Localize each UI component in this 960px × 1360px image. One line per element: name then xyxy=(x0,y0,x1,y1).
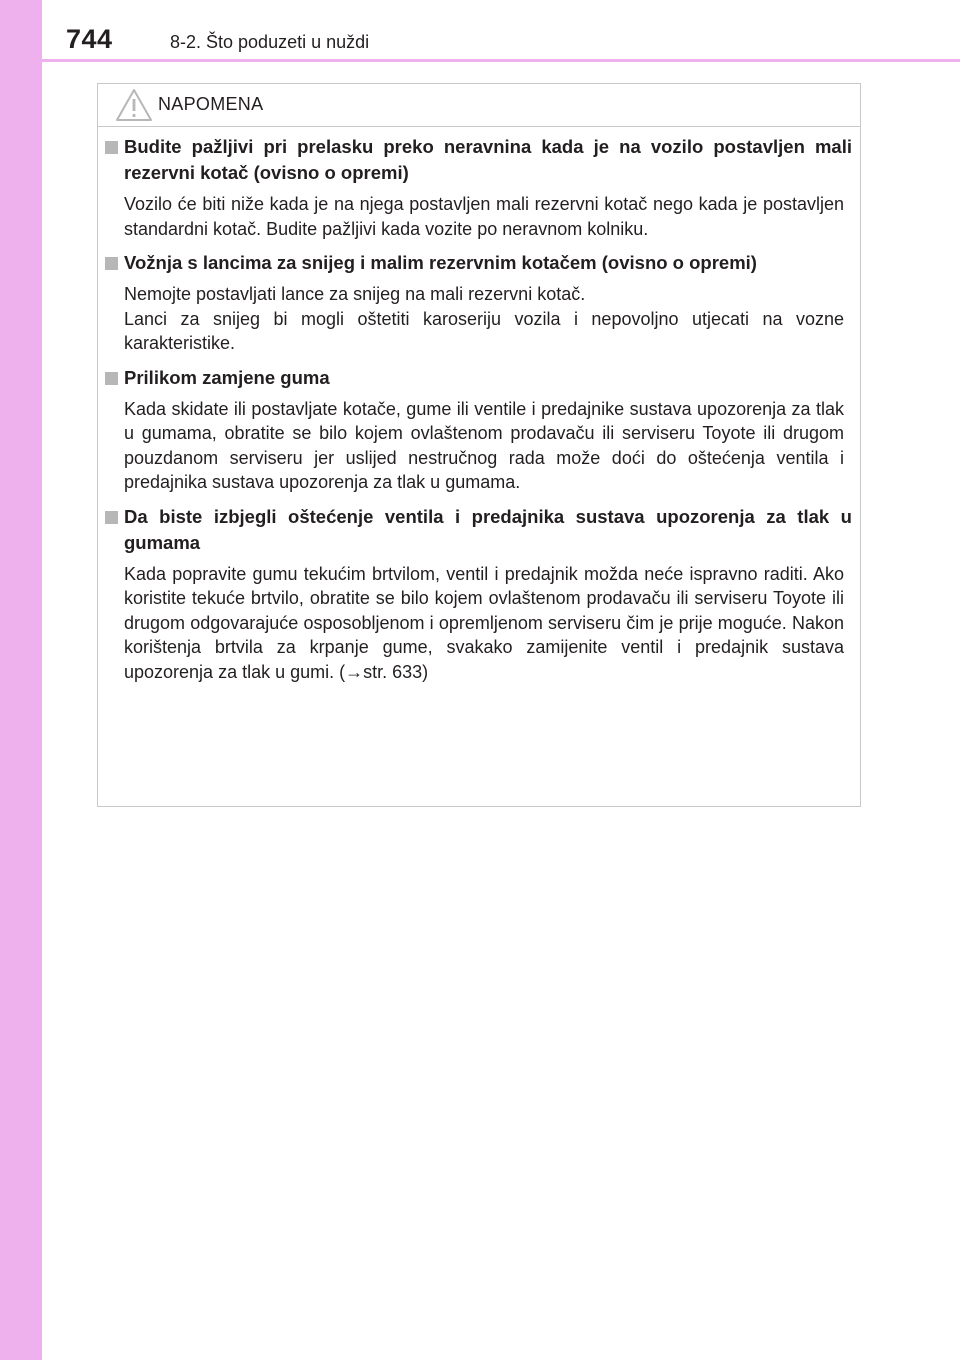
square-bullet-icon xyxy=(105,257,118,270)
item-title-row xyxy=(98,504,860,556)
notice-box xyxy=(97,83,861,807)
item-text xyxy=(98,192,860,241)
item-title-row xyxy=(98,250,860,276)
item-text xyxy=(98,562,860,685)
item-title: Budite pažljivi pri prelasku preko neravnina kada je na vozilo postavljen mali rezervni kotač (ovisno o opremi) xyxy=(124,136,852,183)
page-number: 744 xyxy=(66,24,113,54)
notice-body xyxy=(98,134,860,693)
square-bullet-icon xyxy=(105,372,118,385)
square-bullet-icon xyxy=(105,141,118,154)
notice-header xyxy=(98,84,860,127)
item-paragraph: Kada skidate ili postavljate kotače, gume ili ventile i predajnike sustava upozorenja za tlak u gumama, obratite se bilo kojem ovlaštenom prodavaču ili serviseru Toyote ili drugom pouzdanom serviseru jer uslijed nestručnog rada može doći do oštećenja ventila i predajnika sustava upozorenja za tlak u gumama. xyxy=(124,398,844,492)
item-title-row xyxy=(98,365,860,391)
section-title: 8-2. Što poduzeti u nuždi xyxy=(170,32,370,52)
item-title: Prilikom zamjene guma xyxy=(124,366,330,388)
notice-item xyxy=(98,365,860,495)
item-text xyxy=(98,397,860,495)
item-title: Da biste izbjegli oštećenje ventila i predajnika sustava upozorenja za tlak u gumama xyxy=(124,505,852,553)
item-paragraph: Nemojte postavljati lance za snijeg na mali rezervni kotač. xyxy=(124,284,586,304)
warning-triangle-icon xyxy=(115,88,153,122)
square-bullet-icon xyxy=(105,511,118,524)
item-text xyxy=(98,282,860,356)
notice-item xyxy=(98,250,860,356)
header-divider xyxy=(42,59,960,62)
item-paragraph: Kada popravite gumu tekućim brtvilom, ventil i predajnik možda neće ispravno raditi. Ako koristite tekuće brtvilo, obratite se bilo kojem ovlaštenom prodavaču ili serviseru Toyote ili drugom odgovarajuće osposobljenom i opremljenom serviseru čim je prije moguće. Nakon korištenja brtvila za krpanje gume, svakako zamijenite ventil i predajnik sustava upozorenja za tlak u gumi. (→str. 633) xyxy=(124,563,844,682)
item-title: Vožnja s lancima za snijeg i malim rezervnim kotačem (ovisno o opremi) xyxy=(124,252,757,273)
notice-item xyxy=(98,504,860,685)
notice-item xyxy=(98,134,860,241)
notice-label: NAPOMENA xyxy=(158,94,264,114)
side-color-strip xyxy=(0,0,42,1360)
item-paragraph: Vozilo će biti niže kada je na njega postavljen mali rezervni kotač nego kada je postavljen standardni kotač. Budite pažljivi kada vozite po neravnom kolniku. xyxy=(124,194,844,239)
item-title-row xyxy=(98,134,860,186)
item-paragraph: Lanci za snijeg bi mogli oštetiti karoseriju vozila i nepovoljno utjecati na vozne karakteristike. xyxy=(124,308,844,353)
